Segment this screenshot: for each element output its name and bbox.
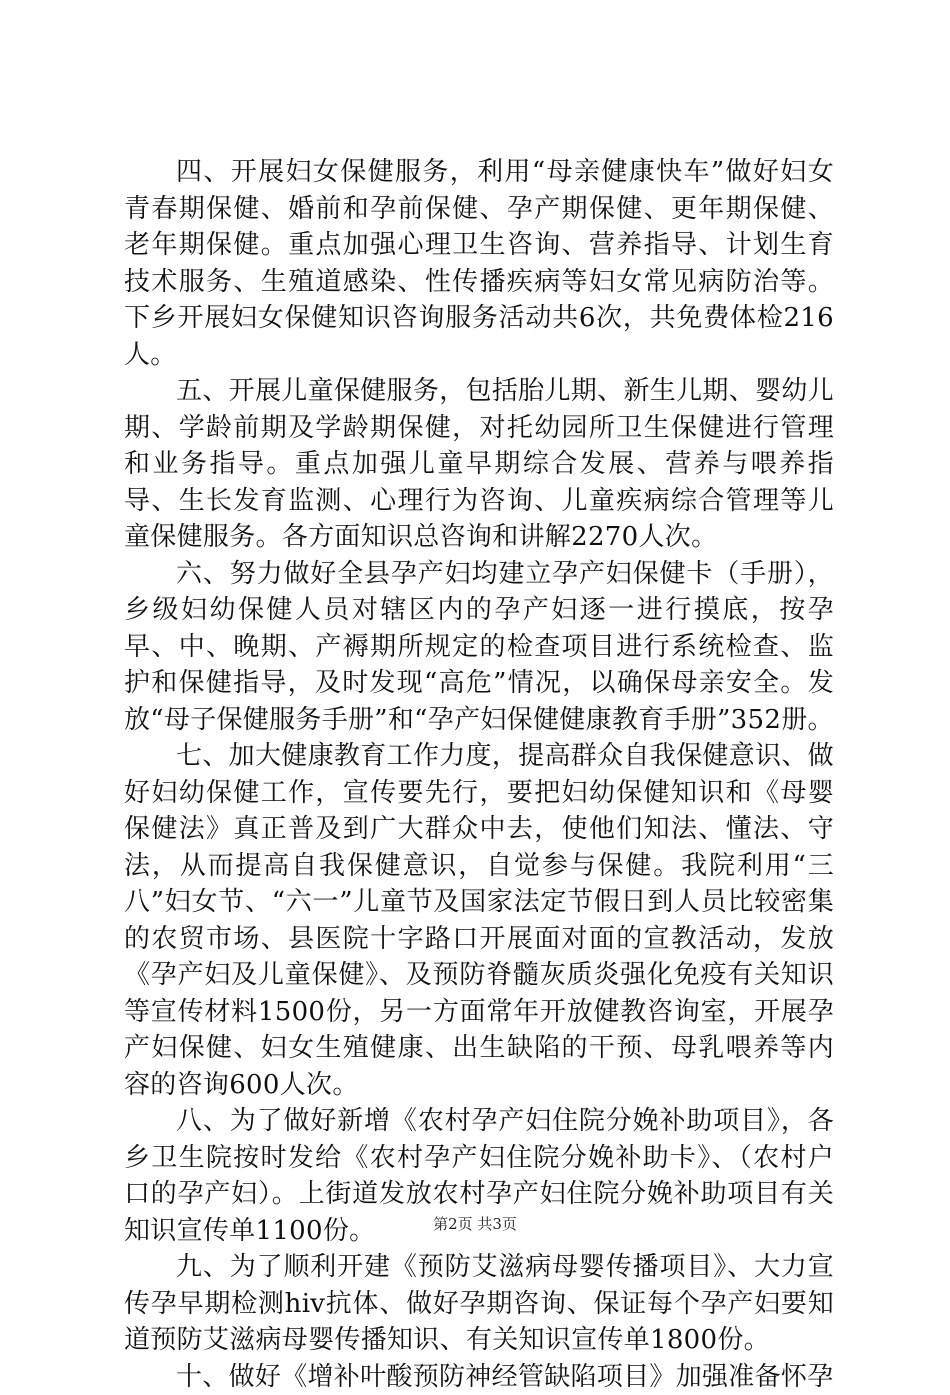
page-number-footer: 第2页 共3页	[0, 1213, 950, 1234]
paragraph-5-child-health: 五、开展儿童保健服务，包括胎儿期、新生儿期、婴幼儿期、学龄前期及学龄期保健，对托幼园所卫生保健进行管理和业务指导。重点加强儿童早期综合发展、营养与喂养指导、生长发育监测、心理行为咨询、儿童疾病综合管理等儿童保健服务。各方面知识总咨询和讲解2270人次。	[124, 373, 834, 556]
paragraph-4-womens-health: 四、开展妇女保健服务，利用“母亲健康快车”做好妇女青春期保健、婚前和孕前保健、孕产期保健、更年期保健、老年期保健。重点加强心理卫生咨询、营养指导、计划生育技术服务、生殖道感染、性传播疾病等妇女常见病防治等。下乡开展妇女保健知识咨询服务活动共6次，共免费体检216人。	[124, 154, 834, 373]
paragraph-8-delivery-subsidy: 八、为了做好新增《农村孕产妇住院分娩补助项目》，各乡卫生院按时发给《农村孕产妇住院分娩补助卡》、（农村户口的孕产妇）。上街道发放农村孕产妇住院分娩补助项目有关知识宣传单1100份。	[124, 1103, 834, 1249]
paragraph-9-aids-prevention: 九、为了顺利开建《预防艾滋病母婴传播项目》、大力宣传孕早期检测hiv抗体、做好孕期咨询、保证每个孕产妇要知道预防艾滋病母婴传播知识、有关知识宣传单1800份。	[124, 1249, 834, 1359]
paragraph-7-health-education: 七、加大健康教育工作力度，提高群众自我保健意识、做好妇幼保健工作，宣传要先行，要把妇幼保健知识和《母婴保健法》真正普及到广大群众中去，使他们知法、懂法、守法，从而提高自我保健意识，自觉参与保健。我院利用“三八”妇女节、“六一”儿童节及国家法定节假日到人员比较密集的农贸市场、县医院十字路口开展面对面的宣教活动，发放《孕产妇及儿童保健》、及预防脊髓灰质炎强化免疫有关知识等宣传材料1500份，另一方面常年开放健教咨询室，开展孕产妇保健、妇女生殖健康、出生缺陷的干预、母乳喂养等内容的咨询600人次。	[124, 738, 834, 1103]
document-body	[124, 154, 834, 1395]
paragraph-10-folic-acid: 十、做好《增补叶酸预防神经管缺陷项目》加强准备怀孕	[124, 1359, 834, 1395]
paragraph-6-maternal-card: 六、努力做好全县孕产妇均建立孕产妇保健卡（手册），乡级妇幼保健人员对辖区内的孕产妇逐一进行摸底，按孕早、中、晚期、产褥期所规定的检查项目进行系统检查、监护和保健指导，及时发现“高危”情况，以确保母亲安全。发放“母子保健服务手册”和“孕产妇保健健康教育手册”352册。	[124, 556, 834, 739]
